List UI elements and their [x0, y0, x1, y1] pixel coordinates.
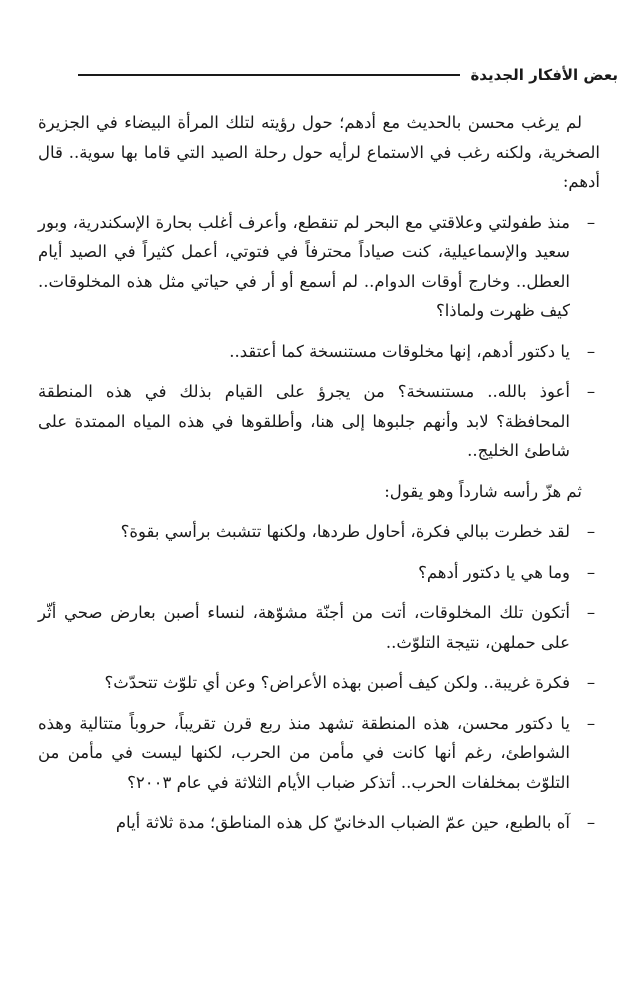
dialogue-dash: – [586, 341, 596, 361]
dialogue-text: وما هي يا دكتور أدهم؟ [418, 562, 570, 582]
dialogue-dash: – [586, 382, 596, 401]
dialogue-line [38, 668, 600, 698]
dialogue-line [38, 808, 600, 838]
dialogue-dash: – [586, 522, 596, 541]
dialogue-text: يا دكتور محسن، هذه المنطقة تشهد منذ ربع قرن تقريباً، حروباً متتالية وهذه الشواطئ، رغم أنها كانت في مأمن من الحرب، لكنها ليست في مأمن من التلوّث بمخلفات الحرب.. أتذكر ضباب الأيام الثلاثة في عام ٢٠٠٣؟ [38, 713, 570, 792]
header-rule [78, 74, 460, 76]
dialogue-text: أعوذ بالله.. مستنسخة؟ من يجرؤ على القيام بذلك في هذه المنطقة المحافظة؟ لابد وأنهم جلبوها إلى هنا، وأطلقوها في هذه المياه الممتدة على شاطئ الخليج.. [38, 382, 570, 460]
dialogue-line [38, 709, 600, 798]
dialogue-text: آه بالطبع، حين عمّ الضباب الدخانيّ كل هذه المناطق؛ مدة ثلاثة أيام [115, 813, 570, 832]
dialogue-text: أتكون تلك المخلوقات، أتت من أجنّة مشوّهة، لنساء أصبن بعارض صحي أثّر على حملهن، نتيجة التلوّث.. [38, 603, 570, 652]
dialogue-dash: – [586, 212, 596, 232]
paragraph: لم يرغب محسن بالحديث مع أدهم؛ حول رؤيته لتلك المرأة البيضاء في الجزيرة الصخرية، ولكنه رغب في الاستماع لرأيه حول رحلة الصيد التي قاما بها سوية.. قال أدهم: [38, 113, 600, 191]
dialogue-dash: – [586, 603, 596, 622]
dialogue-dash: – [586, 562, 596, 582]
paragraph: ثم هزّ رأسه شارداً وهو يقول: [384, 481, 582, 501]
dialogue-text: فكرة غريبة.. ولكن كيف أصبن بهذه الأعراض؟ وعن أي تلوّث تتحدّث؟ [104, 673, 570, 692]
dialogue-text: منذ طفولتي وعلاقتي مع البحر لم تنقطع، وأعرف أغلب بحارة الإسكندرية، وبور سعيد والإسماعيلية، كنت صياداً محترفاً في فتوتي، أعمل كثيراً في الصيد أيام العطل.. وخارج أوقات الدوام.. لم أسمع أو أر في حياتي مثل هذه المخلوقات.. كيف ظهرت ولماذا؟ [38, 212, 570, 320]
dialogue-line [38, 598, 600, 657]
dialogue-dash: – [586, 673, 596, 692]
dialogue-line [38, 377, 600, 466]
dialogue-dash: – [586, 813, 596, 832]
dialogue-text: يا دكتور أدهم، إنها مخلوقات مستنسخة كما أعتقد.. [229, 341, 570, 361]
dialogue-line [38, 517, 600, 547]
running-title: بعض الأفكار الجديدة [470, 66, 618, 84]
dialogue-dash: – [586, 713, 596, 733]
running-header [78, 62, 618, 88]
dialogue-line [38, 337, 600, 367]
dialogue-line [38, 208, 600, 326]
dialogue-line [38, 558, 600, 588]
body-text [38, 108, 600, 849]
dialogue-text: لقد خطرت ببالي فكرة، أحاول طردها، ولكنها تتشبث برأسي بقوة؟ [120, 522, 570, 541]
